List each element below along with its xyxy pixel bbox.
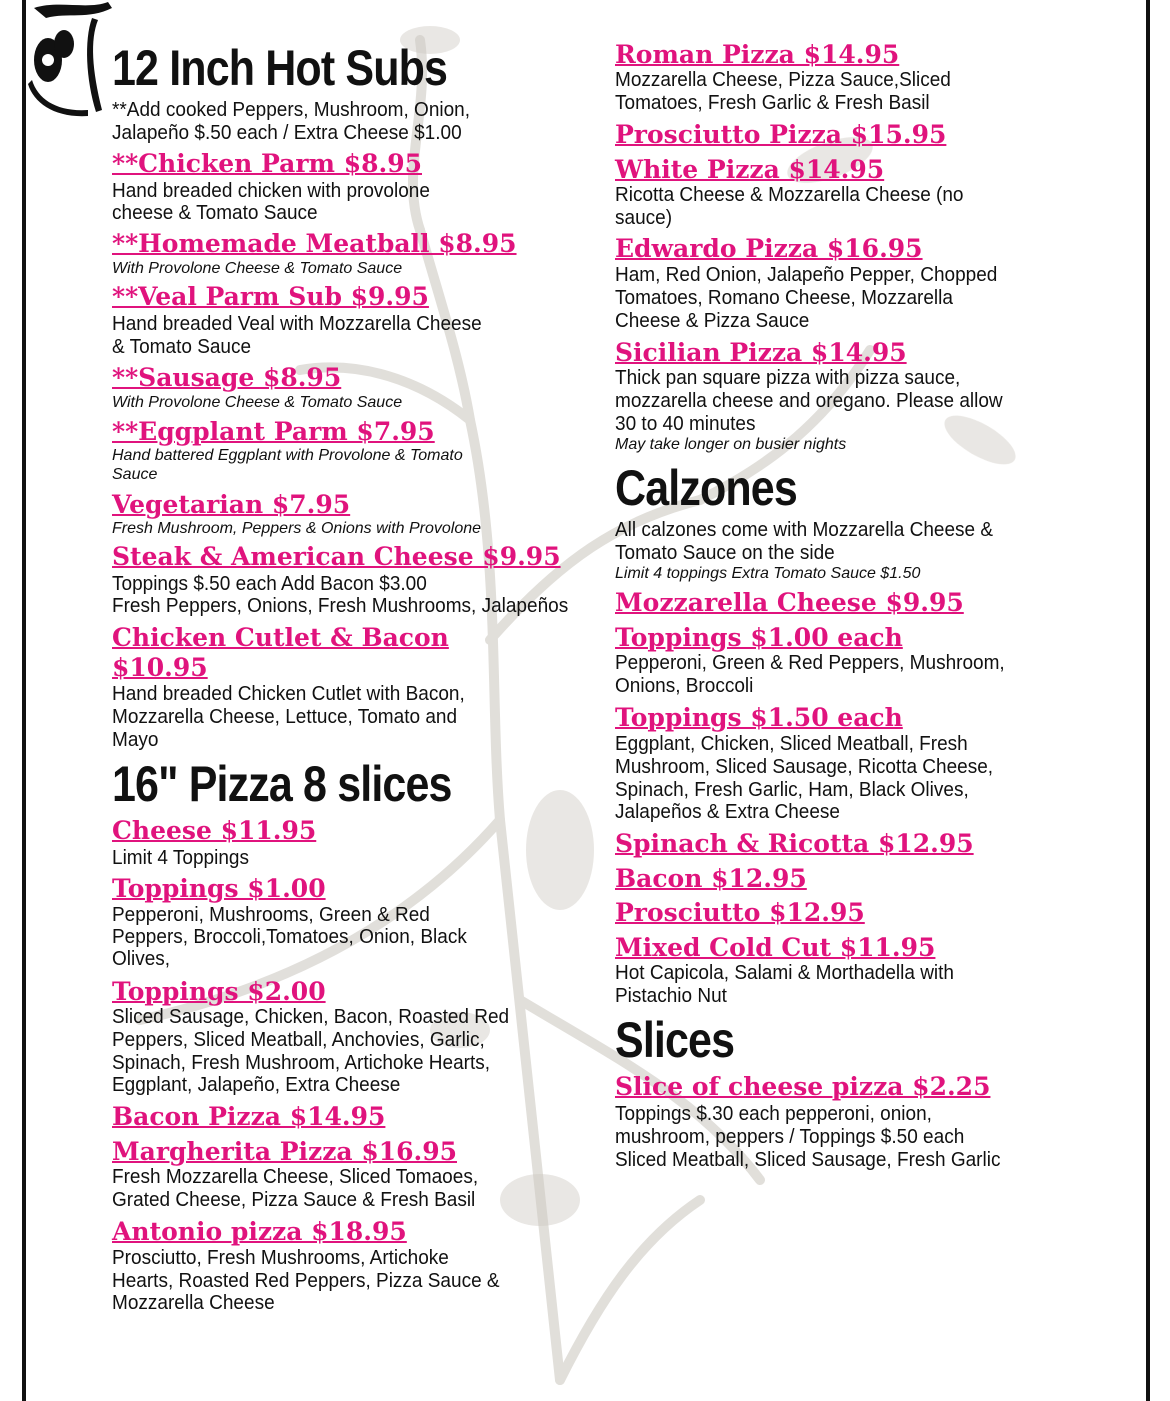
prosciutto-calzone-title: Prosciutto $12.95 [615, 898, 865, 927]
calzones-note: Tomato Sauce on the side [615, 542, 835, 564]
margherita-title: Margherita Pizza $16.95 [112, 1137, 457, 1166]
eggplant-parm-title: **Eggplant Parm $7.95 [112, 417, 435, 446]
chicken-parm-title: **Chicken Parm $8.95 [112, 149, 422, 178]
item-description: mozzarella cheese and oregano. Please allow [615, 390, 1003, 412]
item-description: Onions, Broccoli [615, 675, 754, 697]
spinach-ricotta-title: Spinach & Ricotta $12.95 [615, 829, 974, 858]
edwardo-pizza-title: Edwardo Pizza $16.95 [615, 234, 923, 263]
item-description: Eggplant, Chicken, Sliced Meatball, Fresh [615, 733, 968, 755]
subs-note: Jalapeño $.50 each / Extra Cheese $1.00 [112, 122, 462, 144]
item-description: Mushroom, Sliced Sausage, Ricotta Cheese, [615, 756, 994, 778]
calzone-toppings-2-title: Toppings $1.50 each [615, 703, 903, 732]
item-description: Fresh Peppers, Onions, Fresh Mushrooms, Jalapeños [112, 595, 569, 617]
item-description: Tomatoes, Romano Cheese, Mozzarella [615, 287, 953, 309]
calzone-toppings-1-title: Toppings $1.00 each [615, 623, 903, 652]
sicilian-pizza-title: Sicilian Pizza $14.95 [615, 338, 907, 367]
item-description: cheese & Tomato Sauce [112, 202, 318, 224]
item-description: Grated Cheese, Pizza Sauce & Fresh Basil [112, 1189, 476, 1211]
item-description: Sliced Sausage, Chicken, Bacon, Roasted Red [112, 1006, 510, 1028]
slice-cheese-title: Slice of cheese pizza $2.25 [615, 1072, 991, 1101]
veal-parm-title: **Veal Parm Sub $9.95 [112, 282, 429, 311]
item-description: Jalapeños & Extra Cheese [615, 801, 840, 823]
toppings-1-title: Toppings $1.00 [112, 874, 326, 903]
cheese-pizza-title: Cheese $11.95 [112, 816, 317, 845]
item-description: Tomatoes, Fresh Garlic & Fresh Basil [615, 92, 930, 114]
item-description: Limit 4 Toppings [112, 847, 249, 869]
subs-heading: 12 Inch Hot Subs [112, 40, 448, 96]
roman-pizza-title: Roman Pizza $14.95 [615, 40, 900, 69]
antonio-title: Antonio pizza $18.95 [112, 1217, 407, 1246]
bacon-calzone-title: Bacon $12.95 [615, 864, 807, 893]
chicken-cutlet-price: $10.95 [112, 653, 208, 682]
item-description: Hearts, Roasted Red Peppers, Pizza Sauce & [112, 1270, 500, 1292]
item-description: Pepperoni, Mushrooms, Green & Red [112, 904, 430, 926]
item-description: Fresh Mozzarella Cheese, Sliced Tomaoes, [112, 1166, 479, 1188]
mozzarella-calzone-title: Mozzarella Cheese $9.95 [615, 588, 964, 617]
calzones-heading: Calzones [615, 460, 797, 516]
item-description: Sliced Meatball, Sliced Sausage, Fresh Garlic [615, 1149, 1001, 1171]
item-description: sauce) [615, 207, 673, 229]
item-description: Peppers, Broccoli,Tomatoes, Onion, Black [112, 926, 467, 948]
item-description: Peppers, Sliced Meatball, Anchovies, Garlic, [112, 1029, 485, 1051]
white-pizza-title: White Pizza $14.95 [615, 155, 885, 184]
item-description: Spinach, Fresh Mushroom, Artichoke Hearts, [112, 1052, 491, 1074]
item-description: Thick pan square pizza with pizza sauce, [615, 367, 961, 389]
sausage-title: **Sausage $8.95 [112, 363, 342, 392]
subs-note: **Add cooked Peppers, Mushroom, Onion, [112, 99, 471, 121]
item-description: Cheese & Pizza Sauce [615, 310, 810, 332]
item-description: Pepperoni, Green & Red Peppers, Mushroom, [615, 652, 1005, 674]
item-description: Mozzarella Cheese, Pizza Sauce,Sliced [615, 69, 951, 91]
item-description: Spinach, Fresh Garlic, Ham, Black Olives, [615, 779, 969, 801]
pizza-heading: 16" Pizza 8 slices [112, 756, 452, 812]
bacon-pizza-title: Bacon Pizza $14.95 [112, 1102, 386, 1131]
item-description: Eggplant, Jalapeño, Extra Cheese [112, 1074, 401, 1096]
item-description: Mozzarella Cheese, Lettuce, Tomato and [112, 706, 458, 728]
item-note: May take longer on busier nights [615, 436, 847, 453]
item-description: Ricotta Cheese & Mozzarella Cheese (no [615, 184, 964, 206]
item-description: Toppings $.50 each Add Bacon $3.00 [112, 573, 427, 595]
vegetarian-title: Vegetarian $7.95 [112, 490, 351, 519]
item-description: Mozzarella Cheese [112, 1292, 275, 1314]
item-description: Fresh Mushroom, Peppers & Onions with Provolone [112, 520, 482, 537]
item-description: 30 to 40 minutes [615, 413, 756, 435]
ornamental-scroll-icon [28, 0, 118, 120]
meatball-title: **Homemade Meatball $8.95 [112, 229, 517, 258]
item-description: Toppings $.30 each pepperoni, onion, [615, 1103, 932, 1125]
item-description: mushroom, peppers / Toppings $.50 each [615, 1126, 965, 1148]
item-description: Hand breaded Veal with Mozzarella Cheese [112, 313, 482, 335]
item-description: Sauce [112, 466, 158, 483]
mixed-cold-cut-title: Mixed Cold Cut $11.95 [615, 933, 936, 962]
item-description: & Tomato Sauce [112, 336, 252, 358]
steak-title: Steak & American Cheese $9.95 [112, 542, 561, 571]
item-description: With Provolone Cheese & Tomato Sauce [112, 260, 403, 277]
slices-heading: Slices [615, 1012, 735, 1068]
toppings-2-title: Toppings $2.00 [112, 977, 326, 1006]
calzones-note: Limit 4 toppings Extra Tomato Sauce $1.50 [615, 565, 921, 582]
item-description: Hand breaded Chicken Cutlet with Bacon, [112, 683, 465, 705]
item-description: Ham, Red Onion, Jalapeño Pepper, Chopped [615, 264, 998, 286]
item-description: Mayo [112, 729, 159, 751]
item-description: Pistachio Nut [615, 985, 727, 1007]
prosciutto-pizza-title: Prosciutto Pizza $15.95 [615, 120, 947, 149]
item-description: Hand breaded chicken with provolone [112, 180, 430, 202]
chicken-cutlet-title: Chicken Cutlet & Bacon [112, 623, 449, 652]
item-description: Hot Capicola, Salami & Morthadella with [615, 962, 954, 984]
item-description: With Provolone Cheese & Tomato Sauce [112, 394, 403, 411]
item-description: Hand battered Eggplant with Provolone & Tomato [112, 447, 463, 464]
item-description: Prosciutto, Fresh Mushrooms, Artichoke [112, 1247, 449, 1269]
calzones-note: All calzones come with Mozzarella Cheese & [615, 519, 994, 541]
item-description: Olives, [112, 948, 171, 970]
